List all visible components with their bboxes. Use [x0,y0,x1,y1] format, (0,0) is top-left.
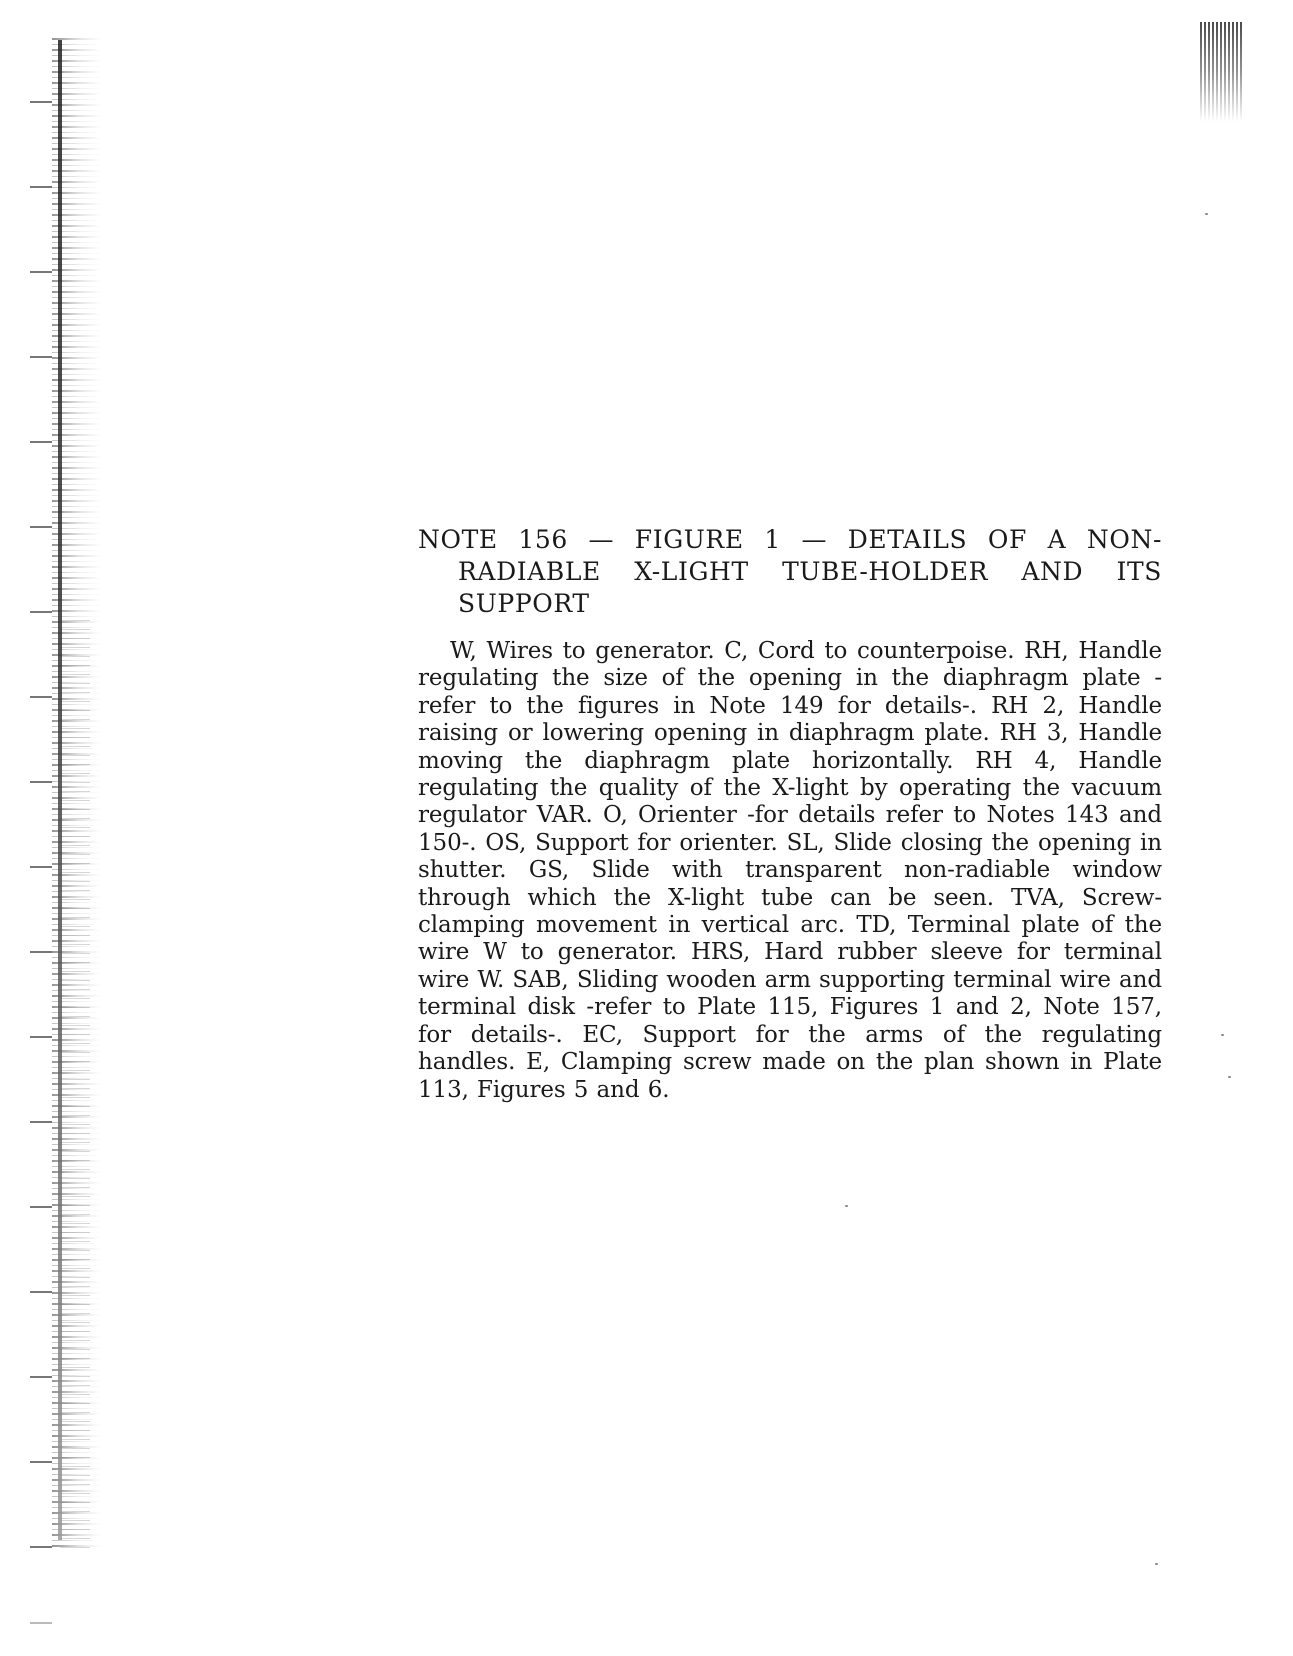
punch-mark [30,526,52,528]
punch-mark [30,1461,52,1463]
speck [1205,213,1208,215]
punch-mark [30,866,52,868]
speck [1221,1034,1224,1036]
punch-mark [30,1036,52,1038]
corner-smudge [1200,22,1242,122]
binding-edge [58,40,62,1540]
punch-mark [30,1121,52,1123]
speck [1228,1076,1231,1078]
punch-mark [30,441,52,443]
punch-mark [30,271,52,273]
punch-mark [30,1622,52,1624]
punch-mark [30,696,52,698]
speck [1155,1563,1158,1565]
punch-mark [30,1546,52,1548]
punch-mark [30,1376,52,1378]
note-heading: NOTE 156 — FIGURE 1 — DETAILS OF A NON-RADIABLE X-LIGHT TUBE-HOLDER AND ITS SUPPORT [418,525,1162,618]
punch-mark [30,1291,52,1293]
speck [845,1205,848,1207]
punch-mark [30,1206,52,1208]
punch-mark [30,781,52,783]
punch-mark [30,186,52,188]
punch-mark [30,611,52,613]
note-body: W, Wires to generator. C, Cord to counterpoise. RH, Handle regulating the size of the opening in the diaphragm plate -refer to the figures in Note 149 for details-. RH 2, Handle raising or lowering opening in diaphragm plate. RH 3, Handle moving the diaphragm plate horizontally. RH 4, Handle regulating the quality of the X-light by operating the vacuum regulator VAR. O, Orienter -for details refer to Notes 143 and 150-. OS, Support for orienter. SL, Slide closing the opening in shutter. GS, Slide with transparent non-radiable window through which the X-light tube can be seen. TVA, Screw-clamping movement in vertical arc. TD, Terminal plate of the wire W to generator. HRS, Hard rubber sleeve for terminal wire W. SAB, Sliding wooden arm supporting terminal wire and terminal disk -refer to Plate 115, Figures 1 and 2, Note 157, for details-. EC, Support for the arms of the regulating handles. E, Clamping screw made on the plan shown in Plate 113, Figures 5 and 6. [418,638,1162,1103]
note-text-block [418,524,1162,1104]
binding-shadow-lower [60,620,90,1550]
punch-mark [30,356,52,358]
punch-mark [30,951,52,953]
punch-mark [30,101,52,103]
